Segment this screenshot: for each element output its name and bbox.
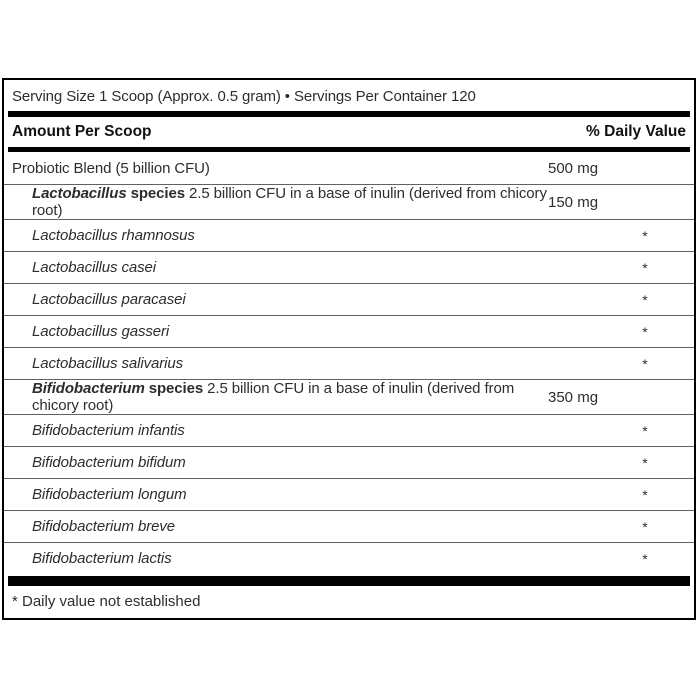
ingredient-name-italic: Bifidobacterium infantis [32,422,185,439]
daily-value: * [642,355,648,372]
table-row [4,446,694,478]
ingredient-name-italic: Bifidobacterium longum [32,486,187,503]
ingredient-name [12,422,548,439]
ingredient-name-italic: Lactobacillus salivarius [32,355,184,372]
ingredient-name [12,323,548,340]
amount-value: 350 mg [548,388,599,406]
daily-value-footnote: * Daily value not established [12,593,201,610]
ingredient-name-italic: Lactobacillus paracasei [32,291,186,308]
table-row [4,251,694,283]
ingredient-name-italic: Bifidobacterium bifidum [32,454,186,471]
ingredient-name-italic: Bifidobacterium [32,380,145,397]
ingredient-name-italic: Lactobacillus gasseri [32,323,170,340]
daily-value: * [642,323,648,340]
ingredient-name [12,550,548,567]
table-row [4,315,694,347]
table-row [4,283,694,315]
ingredient-name [12,291,548,308]
ingredient-name [12,227,548,244]
daily-value: * [642,550,648,567]
table-row [4,152,694,184]
ingredient-name-text: Probiotic Blend (5 billion CFU) [12,159,210,177]
ingredient-name-text: 2.5 billion CFU in a base of inulin (derived from chicory root) [32,185,547,219]
ingredient-name [12,518,548,535]
daily-value: * [642,291,648,308]
ingredient-name-italic: Lactobacillus [32,185,127,202]
ingredient-name [12,185,548,219]
ingredient-name-italic: Lactobacillus casei [32,259,157,276]
table-row [4,184,694,219]
ingredient-name [12,380,548,414]
column-header-row [4,117,694,147]
table-row [4,414,694,446]
table-row [4,542,694,574]
thick-rule-bottom [8,576,690,586]
daily-value: * [642,259,648,276]
table-row [4,379,694,414]
ingredient-name-bold: species [144,380,204,397]
daily-value: * [642,422,648,439]
serving-size-line: Serving Size 1 Scoop (Approx. 0.5 gram) • Servings Per Container 120 [12,88,476,105]
table-row [4,347,694,379]
daily-value: * [642,227,648,244]
ingredient-name [12,454,548,471]
amount-value: 500 mg [548,159,599,177]
table-row [4,510,694,542]
ingredient-name [12,160,548,177]
daily-value: * [642,454,648,471]
daily-value: * [642,518,648,535]
ingredient-name [12,355,548,372]
ingredient-name-bold: species [126,185,185,202]
daily-value: * [642,486,648,503]
table-row [4,478,694,510]
ingredient-name [12,486,548,503]
supplement-facts-panel [2,78,696,620]
ingredient-name-italic: Bifidobacterium breve [32,518,175,535]
ingredient-name-italic: Lactobacillus rhamnosus [32,227,195,244]
ingredient-name-text: 2.5 billion CFU in a base of inulin (derived from chicory root) [32,380,515,414]
table-row [4,219,694,251]
amount-value: 150 mg [548,193,599,211]
ingredient-name [12,259,548,276]
ingredient-table [4,152,694,574]
daily-value-header: % Daily Value [586,123,686,140]
ingredient-name-italic: Bifidobacterium lactis [32,550,172,567]
amount-per-scoop-header: Amount Per Scoop [12,123,152,140]
